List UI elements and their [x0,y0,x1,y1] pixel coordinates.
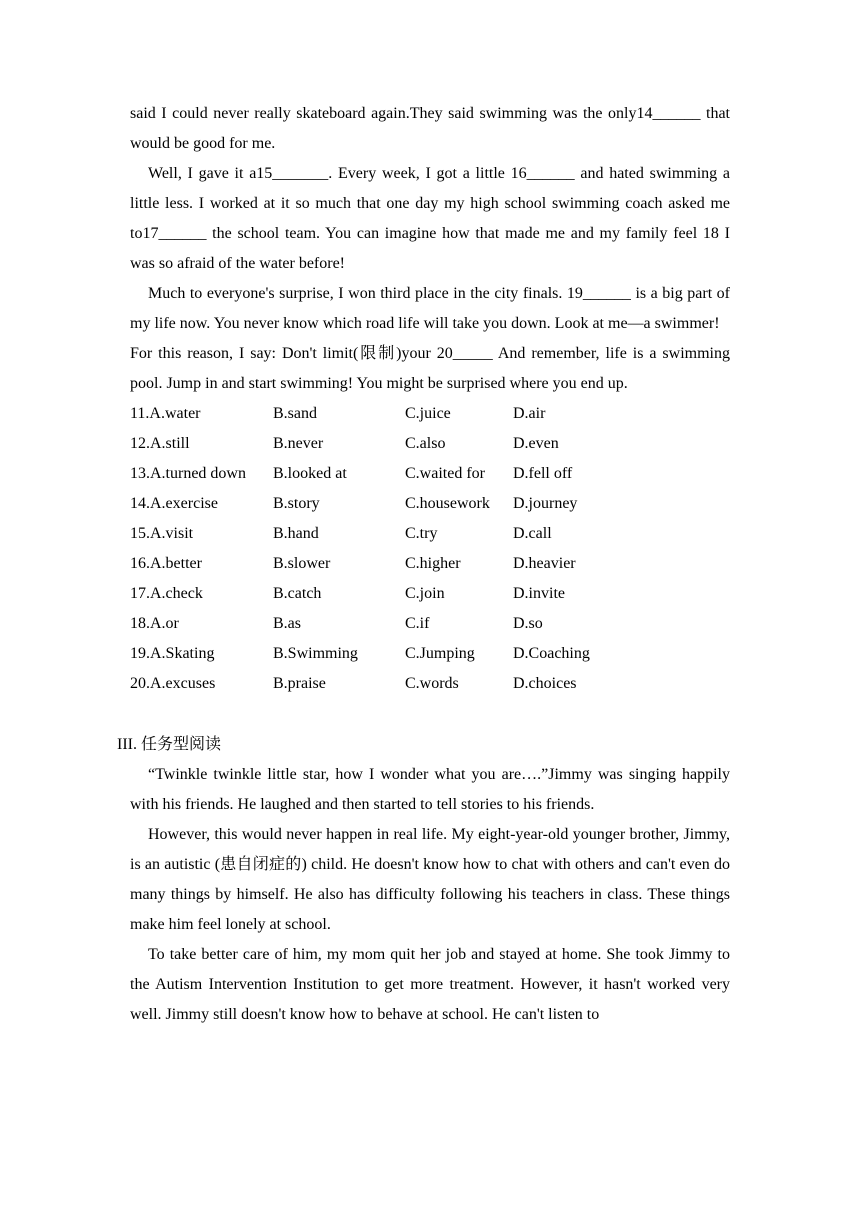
section-paragraph-1: “Twinkle twinkle little star, how I wonder what you are….”Jimmy was singing happily with his friends. He laughed and then started to tell stories to his friends. [130,766,730,813]
option-d: D.heavier [513,555,576,572]
option-d: D.fell off [513,465,573,482]
option-d: D.so [513,615,543,632]
option-row-13 [130,459,730,489]
option-a: 15.A.visit [130,525,194,542]
option-b: B.never [273,435,324,452]
option-c: C.Jumping [405,645,475,662]
option-c: C.join [405,585,445,602]
option-row-20 [130,669,730,699]
option-row-12 [130,429,730,459]
option-a: 11.A.water [130,405,201,422]
option-a: 18.A.or [130,615,179,632]
passage-paragraph-3: Much to everyone's surprise, I won third place in the city finals. 19______ is a big part of my life now. You never know which road life will take you down. Look at me—a swimmer! [130,285,730,332]
option-d: D.journey [513,495,578,512]
option-d: D.Coaching [513,645,590,662]
passage-paragraph-4: For this reason, I say: Don't limit(限制)your 20_____ And remember, life is a swimming pool. Jump in and start swimming! You might be surprised where you end up. [130,345,730,392]
option-c: C.waited for [405,465,485,482]
option-c: C.if [405,615,430,632]
option-b: B.praise [273,675,326,692]
option-d: D.choices [513,675,577,692]
option-d: D.invite [513,585,565,602]
option-b: B.story [273,495,320,512]
section-title: III. 任务型阅读 [117,736,221,753]
passage-paragraph-2: Well, I gave it a15_______. Every week, I got a little 16______ and hated swimming a little less. I worked at it so much that one day my high school swimming coach asked me to17______ the school team. You can imagine how that made me and my family feel 18 I was so afraid of the water before! [130,165,730,272]
option-row-14 [130,489,730,519]
option-c: C.housework [405,495,490,512]
option-b: B.slower [273,555,331,572]
option-d: D.air [513,405,546,422]
option-d: D.call [513,525,552,542]
option-a: 19.A.Skating [130,645,215,662]
option-a: 16.A.better [130,555,202,572]
option-row-19 [130,639,730,669]
option-row-15 [130,519,730,549]
option-c: C.try [405,525,438,542]
option-c: C.words [405,675,459,692]
option-row-11 [130,399,730,429]
option-b: B.as [273,615,301,632]
section-paragraph-3: To take better care of him, my mom quit her job and stayed at home. She took Jimmy to the Autism Intervention Institution to get more treatment. However, it hasn't worked very well. Jimmy still doesn't know how to behave at school. He can't listen to [130,946,730,1023]
section-paragraph-2: However, this would never happen in real life. My eight-year-old younger brother, Jimmy, is an autistic (患自闭症的) child. He doesn't know how to chat with others and can't even do many things by himself. He also has difficulty following his teachers in class. These things make him feel lonely at school. [130,826,730,933]
option-c: C.juice [405,405,451,422]
option-a: 12.A.still [130,435,190,452]
option-a: 20.A.excuses [130,675,216,692]
document-page [117,99,730,1030]
option-c: C.higher [405,555,461,572]
option-row-16 [130,549,730,579]
option-b: B.Swimming [273,645,358,662]
options-list [130,399,730,699]
option-row-17 [130,579,730,609]
option-d: D.even [513,435,559,452]
option-c: C.also [405,435,446,452]
option-b: B.sand [273,405,317,422]
option-b: B.looked at [273,465,347,482]
option-a: 14.A.exercise [130,495,218,512]
option-row-18 [130,609,730,639]
option-b: B.hand [273,525,319,542]
passage-paragraph-1: said I could never really skateboard again.They said swimming was the only14______ that would be good for me. [130,105,730,152]
option-b: B.catch [273,585,322,602]
option-a: 13.A.turned down [130,465,246,482]
option-a: 17.A.check [130,585,203,602]
